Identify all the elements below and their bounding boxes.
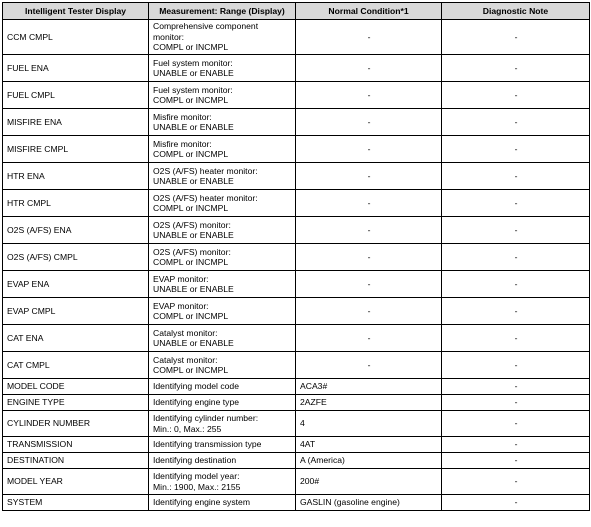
table-body xyxy=(3,20,590,511)
cell-normal-condition: - xyxy=(296,20,442,55)
cell-normal-condition: GASLIN (gasoline engine) xyxy=(296,495,442,511)
cell-tester-display: ENGINE TYPE xyxy=(3,395,149,411)
cell-tester-display: EVAP ENA xyxy=(3,271,149,298)
header-measurement-range: Measurement: Range (Display) xyxy=(149,3,296,20)
table-row xyxy=(3,298,590,325)
cell-diagnostic-note: - xyxy=(442,271,590,298)
table-row xyxy=(3,437,590,453)
cell-diagnostic-note: - xyxy=(442,55,590,82)
cell-normal-condition: - xyxy=(296,217,442,244)
cell-measurement-range: Misfire monitor: UNABLE or ENABLE xyxy=(149,109,296,136)
table-row xyxy=(3,325,590,352)
cell-diagnostic-note: - xyxy=(442,379,590,395)
cell-diagnostic-note: - xyxy=(442,352,590,379)
cell-diagnostic-note: - xyxy=(442,136,590,163)
cell-measurement-range: Identifying model year: Min.: 1900, Max.: 2155 xyxy=(149,469,296,495)
cell-tester-display: MODEL YEAR xyxy=(3,469,149,495)
cell-measurement-range: O2S (A/FS) monitor: UNABLE or ENABLE xyxy=(149,217,296,244)
cell-measurement-range: EVAP monitor: UNABLE or ENABLE xyxy=(149,271,296,298)
cell-tester-display: O2S (A/FS) CMPL xyxy=(3,244,149,271)
cell-normal-condition: - xyxy=(296,271,442,298)
cell-measurement-range: O2S (A/FS) monitor: COMPL or INCMPL xyxy=(149,244,296,271)
cell-normal-condition: A (America) xyxy=(296,453,442,469)
cell-measurement-range: Identifying cylinder number: Min.: 0, Max.: 255 xyxy=(149,411,296,437)
cell-tester-display: HTR CMPL xyxy=(3,190,149,217)
cell-measurement-range: Catalyst monitor: COMPL or INCMPL xyxy=(149,352,296,379)
cell-diagnostic-note: - xyxy=(442,298,590,325)
table-row xyxy=(3,20,590,55)
table-row xyxy=(3,217,590,244)
cell-measurement-range: O2S (A/FS) heater monitor: UNABLE or ENABLE xyxy=(149,163,296,190)
cell-normal-condition: - xyxy=(296,163,442,190)
table-row xyxy=(3,395,590,411)
cell-normal-condition: 4 xyxy=(296,411,442,437)
cell-diagnostic-note: - xyxy=(442,395,590,411)
cell-normal-condition: 2AZFE xyxy=(296,395,442,411)
cell-diagnostic-note: - xyxy=(442,325,590,352)
table-row xyxy=(3,271,590,298)
cell-measurement-range: Identifying engine type xyxy=(149,395,296,411)
table-row xyxy=(3,411,590,437)
cell-tester-display: MISFIRE CMPL xyxy=(3,136,149,163)
cell-normal-condition: - xyxy=(296,109,442,136)
cell-normal-condition: - xyxy=(296,244,442,271)
table-row xyxy=(3,469,590,495)
cell-normal-condition: - xyxy=(296,136,442,163)
cell-tester-display: MISFIRE ENA xyxy=(3,109,149,136)
cell-tester-display: CAT ENA xyxy=(3,325,149,352)
table-row xyxy=(3,109,590,136)
cell-measurement-range: Identifying transmission type xyxy=(149,437,296,453)
header-row xyxy=(3,3,590,20)
table-row xyxy=(3,190,590,217)
cell-measurement-range: Misfire monitor: COMPL or INCMPL xyxy=(149,136,296,163)
table-row xyxy=(3,495,590,511)
cell-tester-display: O2S (A/FS) ENA xyxy=(3,217,149,244)
cell-diagnostic-note: - xyxy=(442,20,590,55)
cell-measurement-range: Fuel system monitor: UNABLE or ENABLE xyxy=(149,55,296,82)
cell-diagnostic-note: - xyxy=(442,437,590,453)
header-normal-condition: Normal Condition*1 xyxy=(296,3,442,20)
cell-normal-condition: ACA3# xyxy=(296,379,442,395)
table-row xyxy=(3,82,590,109)
table-row xyxy=(3,55,590,82)
table-row xyxy=(3,244,590,271)
cell-measurement-range: O2S (A/FS) heater monitor: COMPL or INCMPL xyxy=(149,190,296,217)
cell-measurement-range: Catalyst monitor: UNABLE or ENABLE xyxy=(149,325,296,352)
cell-normal-condition: - xyxy=(296,325,442,352)
header-diagnostic-note: Diagnostic Note xyxy=(442,3,590,20)
cell-measurement-range: EVAP monitor: COMPL or INCMPL xyxy=(149,298,296,325)
table-row xyxy=(3,352,590,379)
cell-diagnostic-note: - xyxy=(442,495,590,511)
cell-measurement-range: Fuel system monitor: COMPL or INCMPL xyxy=(149,82,296,109)
cell-tester-display: HTR ENA xyxy=(3,163,149,190)
cell-normal-condition: - xyxy=(296,298,442,325)
table-row xyxy=(3,379,590,395)
table-row xyxy=(3,453,590,469)
cell-tester-display: TRANSMISSION xyxy=(3,437,149,453)
cell-measurement-range: Identifying model code xyxy=(149,379,296,395)
cell-tester-display: DESTINATION xyxy=(3,453,149,469)
cell-tester-display: CCM CMPL xyxy=(3,20,149,55)
cell-tester-display: FUEL CMPL xyxy=(3,82,149,109)
cell-diagnostic-note: - xyxy=(442,82,590,109)
cell-diagnostic-note: - xyxy=(442,453,590,469)
cell-normal-condition: - xyxy=(296,190,442,217)
cell-normal-condition: - xyxy=(296,82,442,109)
table-row xyxy=(3,136,590,163)
cell-diagnostic-note: - xyxy=(442,469,590,495)
cell-diagnostic-note: - xyxy=(442,190,590,217)
cell-tester-display: SYSTEM xyxy=(3,495,149,511)
cell-tester-display: MODEL CODE xyxy=(3,379,149,395)
cell-normal-condition: 4AT xyxy=(296,437,442,453)
cell-diagnostic-note: - xyxy=(442,217,590,244)
cell-tester-display: FUEL ENA xyxy=(3,55,149,82)
cell-measurement-range: Comprehensive component monitor: COMPL or INCMPL xyxy=(149,20,296,55)
cell-tester-display: CYLINDER NUMBER xyxy=(3,411,149,437)
data-list-table xyxy=(2,2,590,511)
table-row xyxy=(3,163,590,190)
cell-diagnostic-note: - xyxy=(442,244,590,271)
cell-tester-display: CAT CMPL xyxy=(3,352,149,379)
cell-normal-condition: 200# xyxy=(296,469,442,495)
cell-measurement-range: Identifying engine system xyxy=(149,495,296,511)
cell-measurement-range: Identifying destination xyxy=(149,453,296,469)
cell-diagnostic-note: - xyxy=(442,411,590,437)
cell-diagnostic-note: - xyxy=(442,163,590,190)
header-tester-display: Intelligent Tester Display xyxy=(3,3,149,20)
cell-normal-condition: - xyxy=(296,352,442,379)
cell-normal-condition: - xyxy=(296,55,442,82)
cell-diagnostic-note: - xyxy=(442,109,590,136)
cell-tester-display: EVAP CMPL xyxy=(3,298,149,325)
